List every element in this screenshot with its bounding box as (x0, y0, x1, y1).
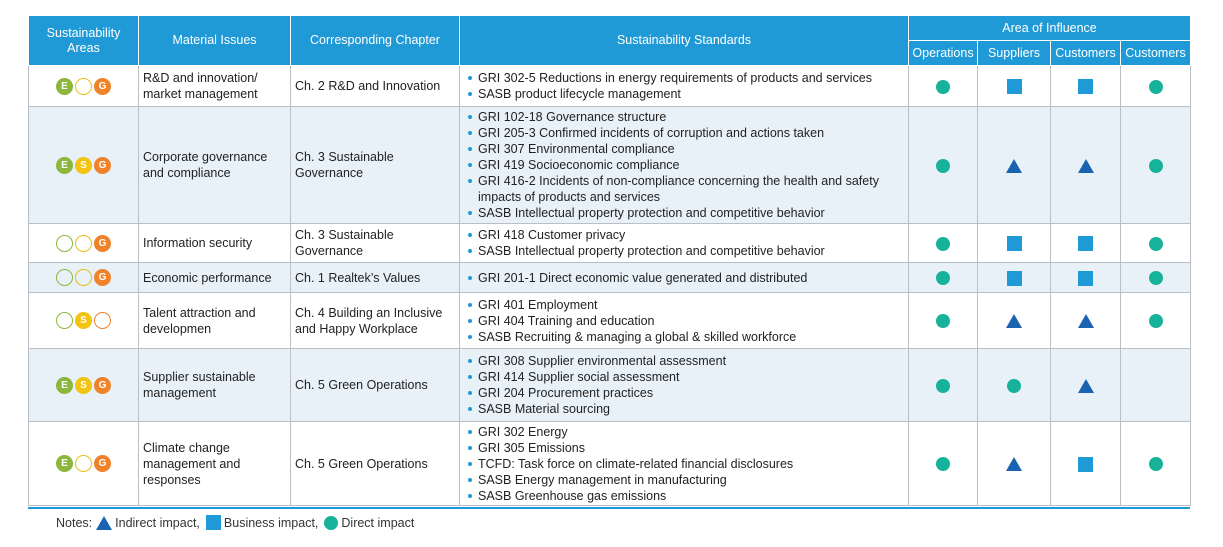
material-issue: Corporate governance and compliance (139, 107, 291, 224)
header-standards: Sustainability Standards (460, 16, 909, 66)
standard-item: GRI 302-5 Reductions in energy requirements of products and services (478, 70, 904, 86)
esg-indicator (29, 422, 139, 506)
chapter: Ch. 1 Realtek’s Values (291, 263, 460, 293)
s-circle-icon (75, 269, 92, 286)
standards-cell (460, 293, 909, 349)
material-issue: Economic performance (139, 263, 291, 293)
business-impact-icon (1007, 79, 1022, 94)
standard-item: SASB Intellectual property protection and competitive behavior (478, 243, 904, 259)
impact-cell (978, 224, 1051, 263)
esg-indicator (29, 107, 139, 224)
standard-item: GRI 308 Supplier environmental assessment (478, 353, 904, 369)
chapter: Ch. 4 Building an Inclusive and Happy Workplace (291, 293, 460, 349)
s-circle-icon (75, 455, 92, 472)
esg-indicator (29, 293, 139, 349)
standard-item: GRI 307 Environmental compliance (478, 141, 904, 157)
indirect-impact-icon (96, 516, 112, 530)
e-circle-icon: E (56, 455, 73, 472)
business-impact-icon (1078, 79, 1093, 94)
header-operations: Operations (909, 41, 978, 66)
material-issue: Climate change management and responses (139, 422, 291, 506)
impact-cell (978, 263, 1051, 293)
g-circle-icon: G (94, 235, 111, 252)
g-circle-icon (94, 312, 111, 329)
business-impact-icon (1078, 236, 1093, 251)
standard-item: GRI 419 Socioeconomic compliance (478, 157, 904, 173)
standard-item: SASB Material sourcing (478, 401, 904, 417)
standard-item: SASB Intellectual property protection and competitive behavior (478, 205, 904, 221)
e-circle-icon: E (56, 157, 73, 174)
impact-cell (909, 224, 978, 263)
notes-prefix: Notes: (56, 515, 93, 530)
esg-indicator (29, 66, 139, 107)
materiality-table (28, 15, 1191, 506)
business-impact-icon (206, 515, 221, 530)
indirect-impact-icon (1078, 314, 1094, 328)
standard-item: GRI 102-18 Governance structure (478, 109, 904, 125)
direct-impact-icon (936, 80, 950, 94)
table-row (29, 224, 1191, 263)
impact-cell (1051, 293, 1121, 349)
direct-impact-icon (1149, 314, 1163, 328)
table-row (29, 293, 1191, 349)
esg-indicator (29, 263, 139, 293)
impact-cell (1121, 349, 1191, 422)
direct-impact-icon (1149, 159, 1163, 173)
legend-indirect: Indirect impact, (115, 515, 200, 530)
standard-item: SASB Greenhouse gas emissions (478, 488, 904, 504)
direct-impact-icon (936, 379, 950, 393)
business-impact-icon (1078, 457, 1093, 472)
legend-business: Business impact, (223, 515, 319, 530)
impact-cell (1121, 293, 1191, 349)
standard-item: TCFD: Task force on climate-related financial disclosures (478, 456, 904, 472)
material-issue: Supplier sustainable management (139, 349, 291, 422)
impact-cell (1051, 349, 1121, 422)
impact-cell (1121, 224, 1191, 263)
impact-cell (1051, 422, 1121, 506)
standard-item: GRI 201-1 Direct economic value generated and distributed (478, 270, 904, 286)
chapter: Ch. 2 R&D and Innovation (291, 66, 460, 107)
indirect-impact-icon (1078, 379, 1094, 393)
g-circle-icon: G (94, 78, 111, 95)
standards-cell (460, 422, 909, 506)
impact-cell (909, 349, 978, 422)
direct-impact-icon (1007, 379, 1021, 393)
impact-cell (909, 422, 978, 506)
chapter: Ch. 3 Sustainable Governance (291, 224, 460, 263)
s-circle-icon: S (75, 377, 92, 394)
standards-cell (460, 263, 909, 293)
chapter: Ch. 3 Sustainable Governance (291, 107, 460, 224)
standard-item: GRI 204 Procurement practices (478, 385, 904, 401)
impact-cell (1051, 224, 1121, 263)
indirect-impact-icon (1006, 159, 1022, 173)
business-impact-icon (1007, 271, 1022, 286)
chapter: Ch. 5 Green Operations (291, 349, 460, 422)
impact-cell (1051, 263, 1121, 293)
esg-indicator (29, 349, 139, 422)
business-impact-icon (1007, 236, 1022, 251)
impact-cell (909, 107, 978, 224)
impact-cell (978, 66, 1051, 107)
g-circle-icon: G (94, 157, 111, 174)
esg-indicator (29, 224, 139, 263)
indirect-impact-icon (1006, 314, 1022, 328)
direct-impact-icon (936, 271, 950, 285)
standards-cell (460, 66, 909, 107)
direct-impact-icon (936, 457, 950, 471)
direct-impact-icon (1149, 457, 1163, 471)
impact-cell (978, 422, 1051, 506)
impact-cell (1051, 66, 1121, 107)
g-circle-icon: G (94, 269, 111, 286)
standard-item: GRI 305 Emissions (478, 440, 904, 456)
header-issues: Material Issues (139, 16, 291, 66)
legend-notes (56, 515, 416, 530)
standard-item: GRI 404 Training and education (478, 313, 904, 329)
impact-cell (1121, 422, 1191, 506)
header-customers-2: Customers (1121, 41, 1191, 66)
header-suppliers: Suppliers (978, 41, 1051, 66)
chapter: Ch. 5 Green Operations (291, 422, 460, 506)
impact-cell (978, 293, 1051, 349)
impact-cell (978, 107, 1051, 224)
direct-impact-icon (936, 237, 950, 251)
e-circle-icon (56, 269, 73, 286)
material-issue: R&D and innovation/ market management (139, 66, 291, 107)
table-row (29, 349, 1191, 422)
standard-item: GRI 414 Supplier social assessment (478, 369, 904, 385)
direct-impact-icon (324, 516, 338, 530)
impact-cell (909, 293, 978, 349)
direct-impact-icon (936, 314, 950, 328)
indirect-impact-icon (1078, 159, 1094, 173)
table-bottom-rule (28, 507, 1190, 509)
direct-impact-icon (936, 159, 950, 173)
s-circle-icon (75, 235, 92, 252)
table-row (29, 66, 1191, 107)
s-circle-icon: S (75, 157, 92, 174)
indirect-impact-icon (1006, 457, 1022, 471)
g-circle-icon: G (94, 455, 111, 472)
s-circle-icon: S (75, 312, 92, 329)
legend-direct: Direct impact (341, 515, 415, 530)
e-circle-icon (56, 235, 73, 252)
material-issue: Information security (139, 224, 291, 263)
e-circle-icon: E (56, 377, 73, 394)
s-circle-icon (75, 78, 92, 95)
impact-cell (1121, 107, 1191, 224)
table-row (29, 107, 1191, 224)
standards-cell (460, 224, 909, 263)
standard-item: SASB Recruiting & managing a global & skilled workforce (478, 329, 904, 345)
header-chapter: Corresponding Chapter (291, 16, 460, 66)
header-influence: Area of Influence (909, 16, 1191, 41)
g-circle-icon: G (94, 377, 111, 394)
header-areas: Sustainability Areas (29, 16, 139, 66)
standard-item: GRI 418 Customer privacy (478, 227, 904, 243)
direct-impact-icon (1149, 271, 1163, 285)
material-issue: Talent attraction and developmen (139, 293, 291, 349)
impact-cell (909, 66, 978, 107)
direct-impact-icon (1149, 80, 1163, 94)
table-row (29, 422, 1191, 506)
impact-cell (978, 349, 1051, 422)
standards-cell (460, 107, 909, 224)
standards-cell (460, 349, 909, 422)
header-customers: Customers (1051, 41, 1121, 66)
standard-item: SASB product lifecycle management (478, 86, 904, 102)
impact-cell (1121, 263, 1191, 293)
standard-item: GRI 416-2 Incidents of non-compliance concerning the health and safety impacts of products and services (478, 173, 904, 205)
impact-cell (1121, 66, 1191, 107)
standard-item: GRI 205-3 Confirmed incidents of corruption and actions taken (478, 125, 904, 141)
direct-impact-icon (1149, 237, 1163, 251)
table-row (29, 263, 1191, 293)
standard-item: SASB Energy management in manufacturing (478, 472, 904, 488)
impact-cell (909, 263, 978, 293)
standard-item: GRI 302 Energy (478, 424, 904, 440)
e-circle-icon: E (56, 78, 73, 95)
impact-cell (1051, 107, 1121, 224)
business-impact-icon (1078, 271, 1093, 286)
standard-item: GRI 401 Employment (478, 297, 904, 313)
e-circle-icon (56, 312, 73, 329)
